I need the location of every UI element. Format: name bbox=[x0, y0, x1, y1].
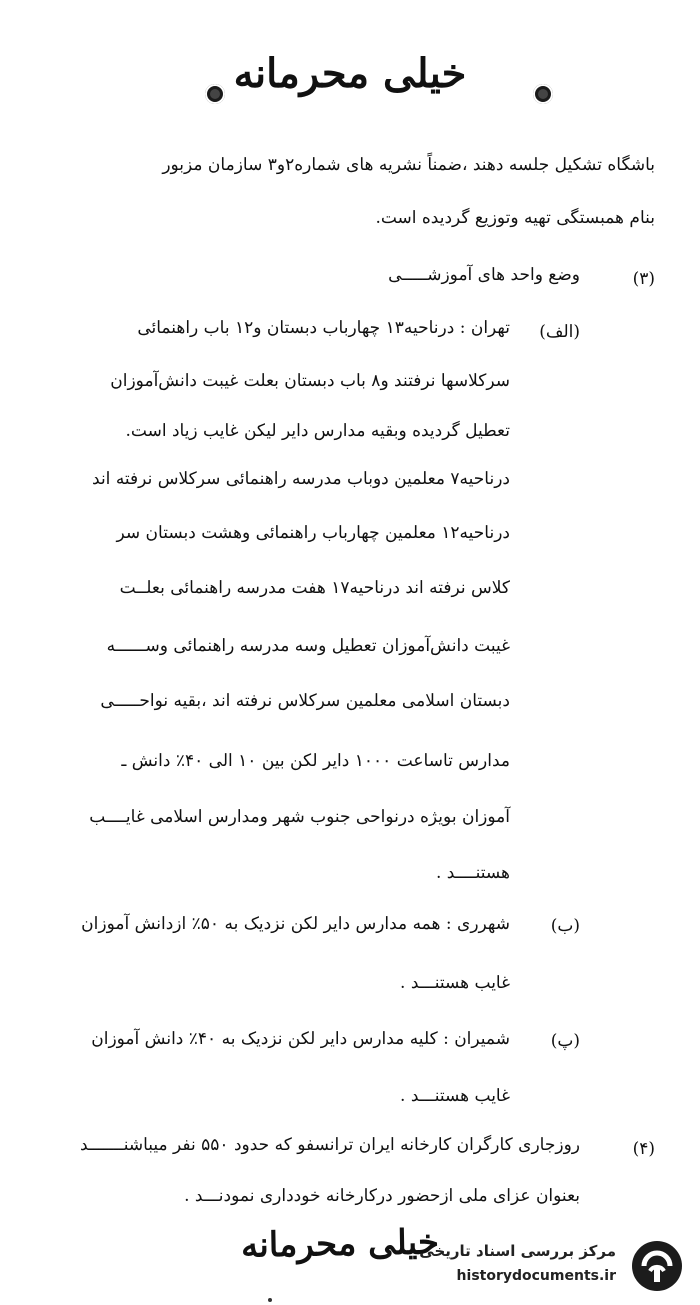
alef-line: تهران : درناحیه۱۳ چهارباب دبستان و۱۲ باب راهنمائی bbox=[137, 318, 510, 338]
item-pe-label: (پ) bbox=[550, 1031, 580, 1051]
classification-header: خیلی محرمانه bbox=[233, 50, 467, 97]
alef-line: غیبت دانش‌آموزان تعطیل وسه مدرسه راهنمائی وســــــه bbox=[106, 636, 510, 656]
alef-line: مدارس تاساعت ۱۰۰۰ دایر لکن بین ۱۰ الی ۴۰٪ دانش ـ bbox=[121, 751, 510, 771]
intro-line-1: باشگاه تشکیل جلسه دهند ،ضمناً نشریه های شماره۲و۳ سازمان مزبور bbox=[162, 155, 655, 175]
item-be-label: (ب) bbox=[550, 916, 580, 936]
alef-line: سرکلاسها نرفتند و۸ باب دبستان بعلت غیبت دانش‌آموزان bbox=[110, 371, 510, 391]
section-3-number: (۳) bbox=[632, 269, 655, 289]
section-4-line: روزجاری کارگران کارخانه ایران ترانسفو که حدود ۵۵۰ نفر میباشنـــــــد bbox=[79, 1135, 580, 1155]
pe-line: شمیران : کلیه مدارس دایر لکن نزدیک به ۴۰٪ دانش آموزان bbox=[91, 1029, 510, 1049]
alef-line: هستنــــد . bbox=[435, 863, 510, 883]
section-3-title: وضع واحد های آموزشـــــی bbox=[388, 265, 580, 285]
alef-line: دبستان اسلامی معلمین سرکلاس نرفته اند ،بقیه نواحـــــی bbox=[100, 691, 510, 711]
item-alef-label: (الف) bbox=[539, 322, 580, 342]
section-4-line: بعنوان عزای ملی ازحضور درکارخانه خودداری نمودنـــد . bbox=[184, 1186, 580, 1206]
classification-footer: خیلی محرمانه bbox=[240, 1222, 440, 1266]
watermark bbox=[418, 1238, 688, 1294]
watermark-title: مرکز بررسی اسناد تاریخی bbox=[419, 1242, 616, 1260]
section-4-number: (۴) bbox=[632, 1139, 655, 1159]
be-line: غایب هستنـــد . bbox=[400, 973, 510, 993]
alef-line: درناحیه۷ معلمین دوباب مدرسه راهنمائی سرکلاس نرفته اند bbox=[92, 469, 510, 489]
history-documents-logo-icon bbox=[626, 1238, 688, 1294]
alef-line: درناحیه۱۲ معلمین چهارباب راهنمائی وهشت دبستان سر bbox=[116, 523, 510, 543]
alef-line: تعطیل گردیده وبقیه مدارس دایر لیکن غایب زیاد است. bbox=[125, 421, 510, 441]
watermark-url: historydocuments.ir bbox=[456, 1268, 616, 1284]
alef-line: آموزان بویژه درنواحی جنوب شهر ومدارس اسلامی غایــــب bbox=[89, 807, 510, 827]
intro-line-2: بنام همبستگی تهیه وتوزیع گردیده است. bbox=[375, 208, 655, 228]
scan-speck bbox=[268, 1298, 272, 1302]
pe-line: غایب هستنـــد . bbox=[400, 1086, 510, 1106]
be-line: شهرری : همه مدارس دایر لکن نزدیک به ۵۰٪ ازدانش آموزان bbox=[81, 914, 510, 934]
alef-line: کلاس نرفته اند درناحیه۱۷ هفت مدرسه راهنمائی بعلــت bbox=[119, 578, 510, 598]
